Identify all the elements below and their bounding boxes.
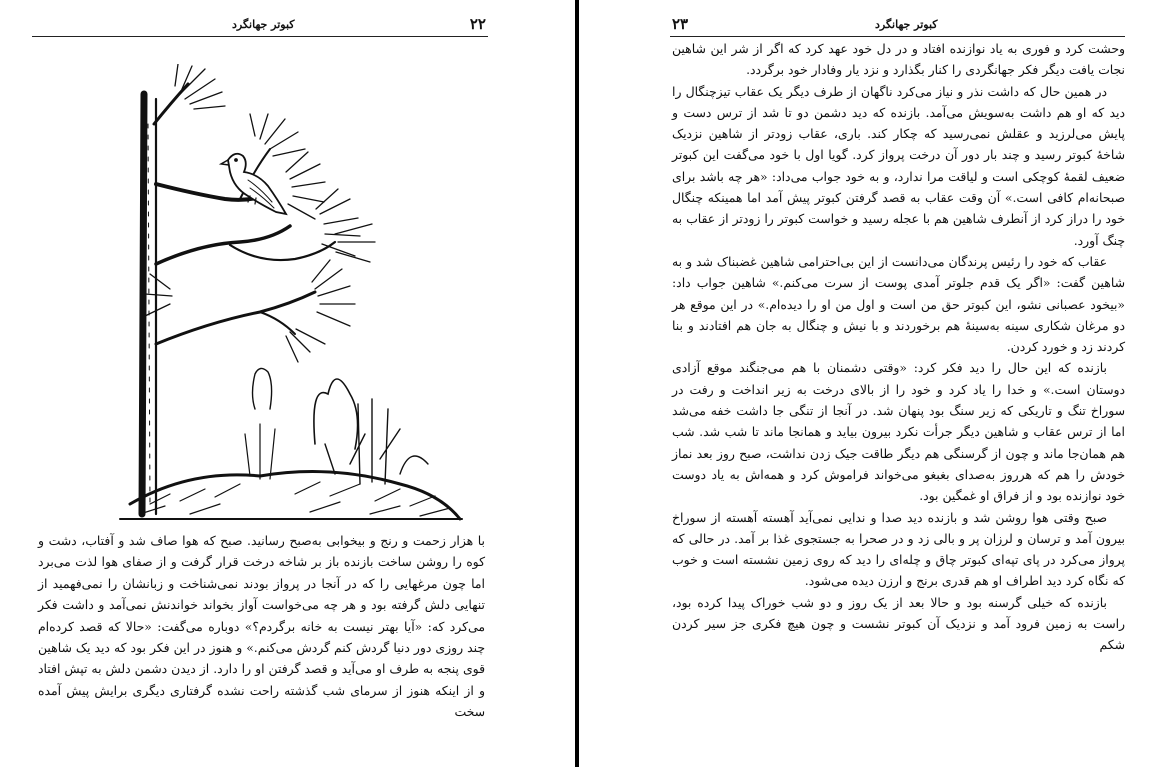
- paragraph: وحشت کرد و فوری به یاد نوازنده افتاد و در دل خود عهد کرد که اگر از شر این شاهین نجات یافت دیگر فکر جهانگردی را کنار بگذارد و نزد یار وفادار خود برگردد.: [672, 41, 1125, 78]
- page-header: [670, 16, 1125, 37]
- paragraph: صبح وقتی هوا روشن شد و بازنده دید صدا و ندایی نمی‌آید آهسته آهسته از سوراخ بیرون آمد و ترسان و لرزان پر و بالی زد و در صحرا به جستجوی غذا بر آمد. در حالی که پرواز می‌کرد در پای تپه‌ای کبوتر چاق و چله‌ای را دید که روی زمین نشسته است و خوب که نگاه کرد دید اطراف او هم قدری برنج و ارزن دیده می‌شود.: [672, 509, 1125, 589]
- paragraph: عقاب که خود را رئیس پرندگان می‌دانست از این بی‌احترامی شاهین غضبناک شد و به شاهین گفت: «اگر یک قدم جلوتر آمدی پوست از سرت می‌کنم.» شاهین جواب داد: «بیخود عصبانی نشو، این کبوتر حق من است و اول من او را دیده‌ام.» در این موقع هر دو مرغان شکاری سینه به‌سینهٔ هم برخوردند و با نیش و چنگال به جان هم افتادند و بنا کردند زد و خورد کردن.: [672, 253, 1125, 355]
- page-header: [32, 16, 488, 37]
- running-title: کبوتر جهانگرد: [875, 18, 938, 31]
- paragraph: بازنده که این حال را دید فکر کرد: «وقتی دشمنان با هم می‌جنگند موقع آزادی دوستان است.» و خدا را یاد کرد و خود را از بالای درخت به زیر انداخت و رفت در سوراخ تنگ و تاریکی که زیر سنگ بود پنهان شد. در آنجا از تنگی جا داشت خفه می‌شد اما از ترس عقاب و شاهین دیگر جرأت نکرد بیرون بیاید و همانجا ماند تا شب شد. شب هم همان‌جا ماند و چون از گرسنگی هم دیگر طاقت جیک زدن نداشت، صبح روز بعد نماز خودش را هم که هرروز به‌صدای بغبغو می‌خواند فراموش کرد و همه‌اش به یاد دوست خود نوازنده بود و از فراق او غمگین بود.: [672, 360, 1125, 504]
- paragraph: بازنده که خیلی گرسنه بود و حالا بعد از یک روز و دو شب خوراک پیدا کرده بود، راست به زمین فرود آمد و نزدیک آن کبوتر نشست و چون هیچ فکری جز سیر کردن شکم: [672, 594, 1125, 653]
- body-text: [38, 530, 485, 723]
- tree-and-dove-illustration: [110, 64, 465, 524]
- left-page: [0, 0, 575, 767]
- running-title: کبوتر جهانگرد: [232, 18, 295, 31]
- page-number: ۲۳: [672, 15, 689, 33]
- right-page: [585, 0, 1157, 767]
- page-number: ۲۲: [469, 15, 486, 33]
- book-spine: [575, 0, 579, 767]
- paragraph: با هزار زحمت و رنج و بیخوابی به‌صبح رسانید. صبح که هوا صاف شد و آفتاب، دشت و کوه را روشن ساخت بازنده باز بر شاخه درخت قرار گرفت و از صفای هوا لذت می‌برد اما چون مرغهایی را که در آنجا در پرواز بودند نمی‌شناخت و زبانشان را نمی‌فهمید از تنهایی دلش گرفته بود و هر چه می‌خواست آواز بخواند خواندنش نمی‌آمد و داشت فکر می‌کرد که: «آیا بهتر نیست به خانه برگردم؟» دوباره می‌گفت: «حالا که قصد کرده‌ام چند روزی دور دنیا گردش کنم گردش می‌کنم.» و هنوز در این فکر بود که دید یک شاهین قوی پنجه به طرف او می‌آید و قصد گرفتن او را دارد. از دیدن دشمن دلش به تپش افتاد و از اینکه هنوز از سرمای شب گذشته راحت نشده گرفتاری دیگری برایش پیش آمده سخت: [38, 533, 485, 720]
- paragraph: در همین حال که داشت نذر و نیاز می‌کرد ناگهان از طرف دیگر یک عقاب تیزچنگال را دید که او هم داشت به‌سویش می‌آمد. بازنده که دید دشمن دو تا شد از ترس دست و پایش می‌لرزید و عقلش نمی‌رسید که چکار کند. باری، عقاب زودتر از شاهین نزدیک شاخهٔ کبوتر رسید و چند بار دور آن درخت پرواز کرد. گویا اول با خود می‌گفت این کبوتر ضعیف لقمهٔ کوچکی است و لیاقت مرا ندارد، و به خود جواب می‌داد: «هر چه باشد برای صبحانه‌ام کافی است.» آن وقت عقاب به قصد گرفتن کبوتر پیش آمد اما همینکه چنگال خود را دراز کرد از آنطرف شاهین هم با عجله رسید و خواست کبوتر را زودتر از عقاب به چنگ آورد.: [672, 83, 1125, 248]
- body-text: [672, 38, 1125, 656]
